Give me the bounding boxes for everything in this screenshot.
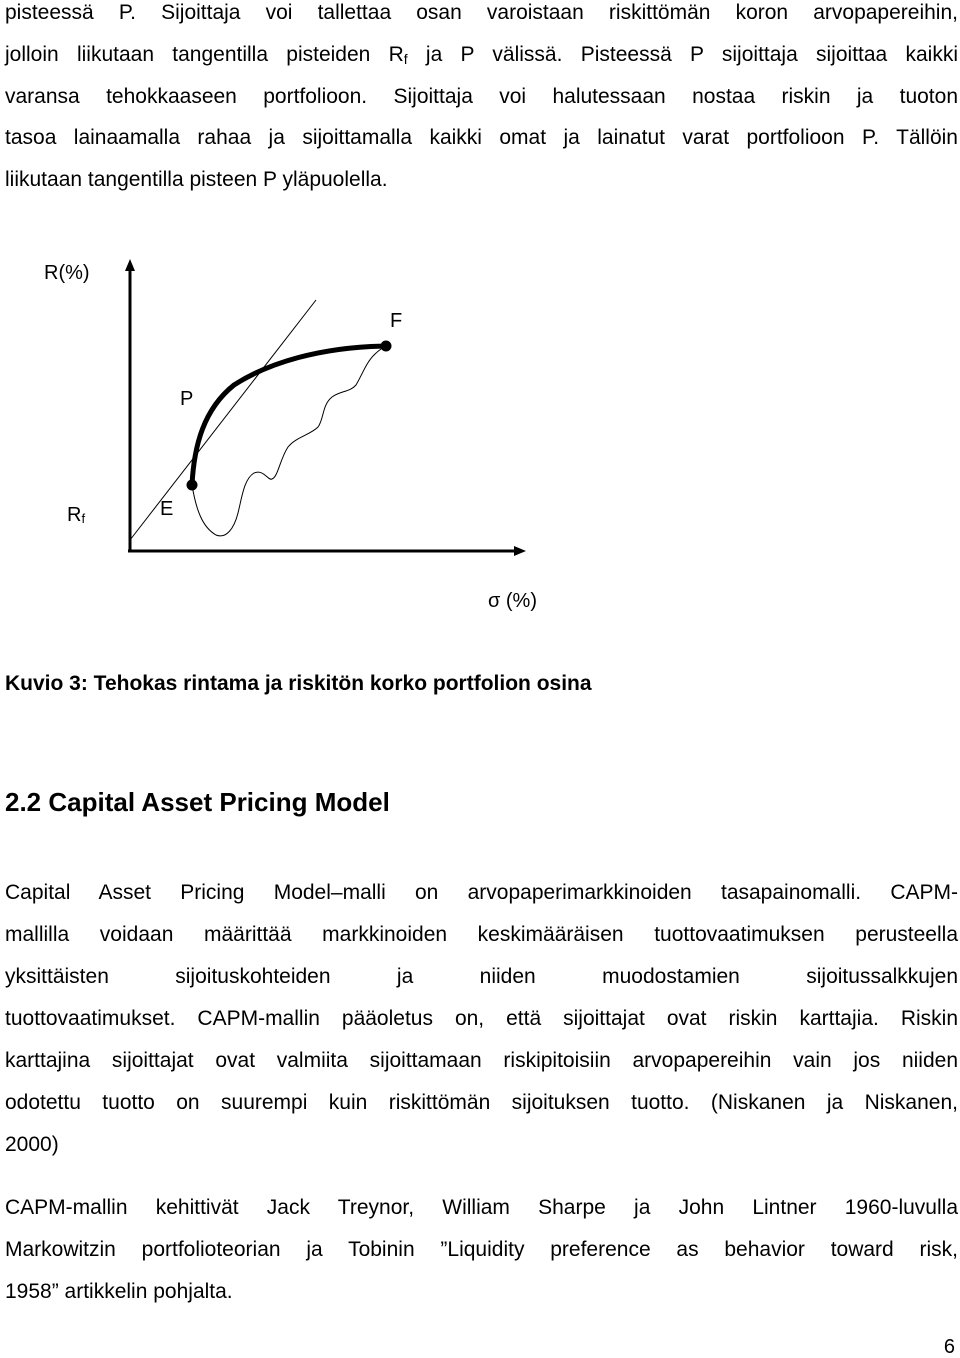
efficient-frontier-curve bbox=[192, 346, 386, 485]
point-f-label: F bbox=[390, 310, 403, 332]
para2-line-2: Markowitzin portfolioteorian ja Tobinin ”Liquidity preference as behavior toward risk, bbox=[5, 1238, 958, 1261]
capital-market-line bbox=[130, 300, 316, 540]
para2-line-1: CAPM-mallin kehittivät Jack Treynor, William Sharpe ja John Lintner 1960-luvulla bbox=[5, 1196, 958, 1219]
rf-subscript: f bbox=[403, 51, 408, 67]
x-axis-label: σ (%) bbox=[488, 590, 538, 612]
intro-line-2-start: jolloin liikutaan tangentilla pisteiden R bbox=[5, 43, 404, 66]
point-f-marker bbox=[381, 341, 392, 352]
para2-line-3: 1958” artikkelin pohjalta. bbox=[5, 1280, 233, 1303]
section-heading: 2.2 Capital Asset Pricing Model bbox=[5, 787, 390, 817]
y-axis bbox=[125, 259, 135, 551]
para1-line-4: tuottovaatimukset. CAPM-mallin pääoletus on, että sijoittajat ovat riskin karttajia. Riskin bbox=[5, 1007, 958, 1030]
rf-label-r: R bbox=[67, 504, 82, 526]
intro-line-2 bbox=[5, 42, 958, 72]
page-number: 6 bbox=[943, 1336, 955, 1358]
rf-label-sub: f bbox=[81, 511, 86, 526]
figure-caption: Kuvio 3: Tehokas rintama ja riskitön korko portfolion osina bbox=[5, 672, 592, 695]
para1-line-3: yksittäisten sijoituskohteiden ja niiden muodostamien sijoitussalkkujen bbox=[5, 965, 958, 988]
intro-line-4: tasoa lainaamalla rahaa ja sijoittamalla kaikki omat ja lainatut varat portfolioon P. Tällöin bbox=[5, 126, 958, 149]
point-e-marker bbox=[187, 480, 198, 491]
para1-line-6: odotettu tuotto on suurempi kuin riskittömän sijoituksen tuotto. (Niskanen ja Niskanen, bbox=[5, 1091, 958, 1114]
para1-line-1: Capital Asset Pricing Model–malli on arvopaperimarkkinoiden tasapainomalli. CAPM- bbox=[5, 881, 958, 904]
x-axis bbox=[128, 546, 526, 556]
para1-line-2: mallilla voidaan määrittää markkinoiden keskimääräisen tuottovaatimuksen perusteella bbox=[5, 923, 958, 946]
intro-line-3: varansa tehokkaaseen portfolioon. Sijoittaja voi halutessaan nostaa riskin ja tuoton bbox=[5, 85, 958, 108]
para1-line-7: 2000) bbox=[5, 1133, 59, 1156]
intro-line-2-end: ja P välissä. Pisteessä P sijoittaja sijoittaa kaikki bbox=[425, 43, 958, 66]
point-p-label: P bbox=[180, 388, 194, 410]
para1-line-5: karttajina sijoittajat ovat valmiita sijoittamaan riskipitoisiin arvopapereihin vain jos niiden bbox=[5, 1049, 958, 1072]
intro-line-1: pisteessä P. Sijoittaja voi tallettaa osan varoistaan riskittömän koron arvopapereihin, bbox=[5, 1, 958, 24]
point-e-label: E bbox=[160, 498, 174, 520]
y-axis-label: R(%) bbox=[44, 262, 90, 284]
opportunity-set-outline bbox=[192, 346, 386, 536]
rf-label bbox=[67, 504, 85, 526]
efficient-frontier-figure bbox=[20, 245, 560, 615]
intro-line-5: liikutaan tangentilla pisteen P yläpuolella. bbox=[5, 168, 388, 191]
